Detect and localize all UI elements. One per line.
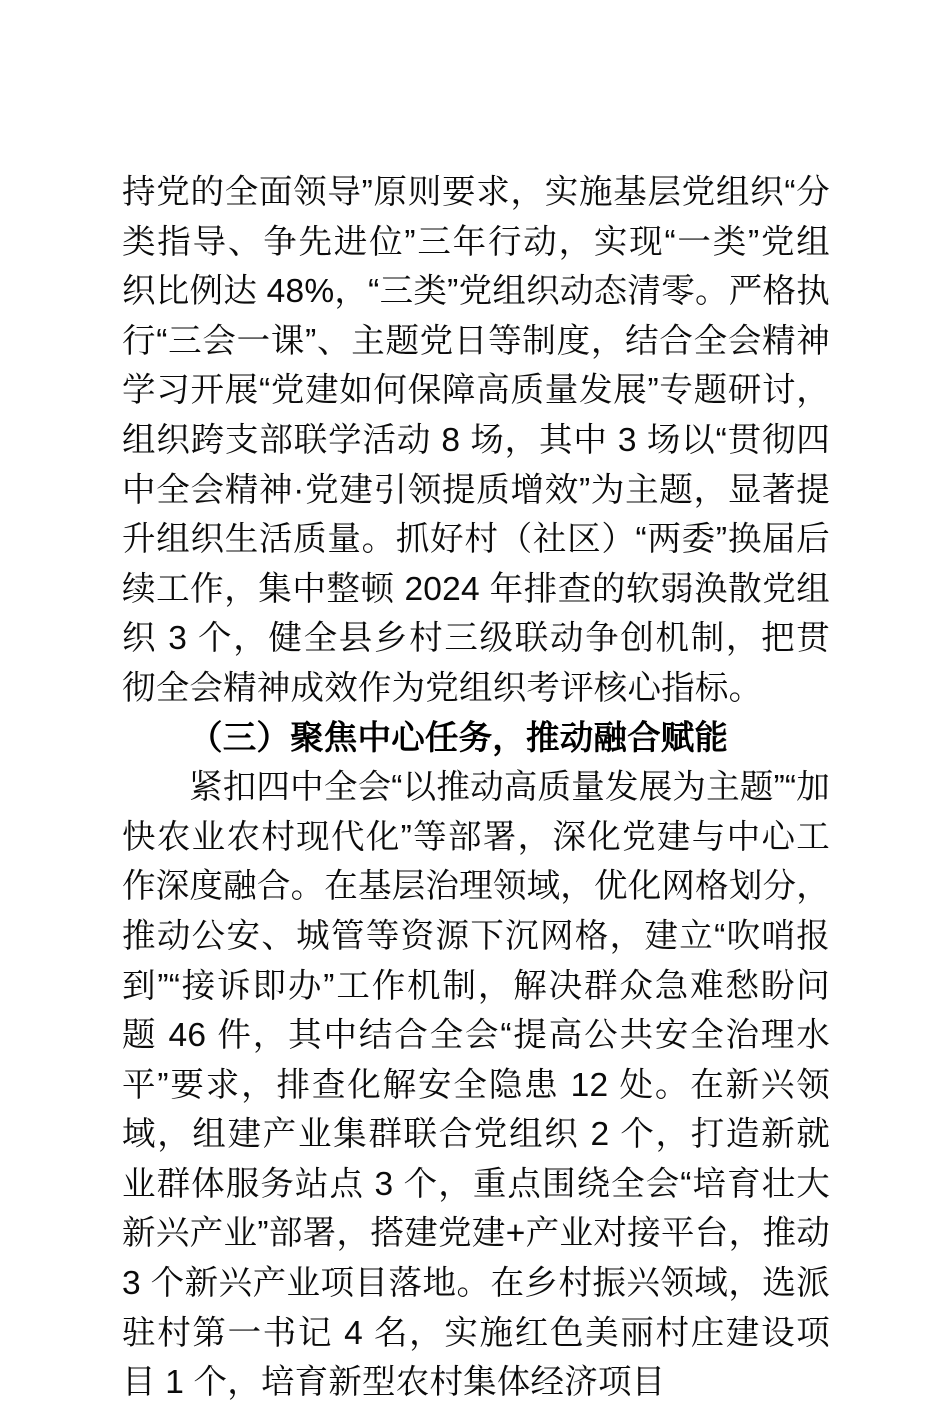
paragraph-continued-organization-building: 持党的全面领导”原则要求，实施基层党组织“分类指导、争先进位”三年行动，实现“一类”党组织比例达 48%，“三类”党组织动态清零。严格执行“三会一课”、主题党日等制度，结合全会精神学习开展“党建如何保障高质量发展”专题研讨，组织跨支部联学活动 8 场，其中 3 场以“贯彻四中全会精神·党建引领提质增效”为主题，显著提升组织生活质量。抓好村（社区）“两委”换届后续工作，集中整顿 2024 年排查的软弱涣散党组织 3 个，健全县乡村三级联动争创机制，把贯彻全会精神成效作为党组织考评核心指标。 [122, 174, 830, 707]
paragraph-integration-empowerment: 紧扣四中全会“以推动高质量发展为主题”“加快农业农村现代化”等部署，深化党建与中心工作深度融合。在基层治理领域，优化网格划分，推动公安、城管等资源下沉网格，建立“吹哨报到”“接诉即办”工作机制，解决群众急难愁盼问题 46 件，其中结合全会“提高公共安全治理水平”要求，排查化解安全隐患 12 处。在新兴领域，组建产业集群联合党组织 2 个，打造新就业群体服务站点 3 个，重点围绕全会“培育壮大新兴产业”部署，搭建党建+产业对接平台，推动 3 个新兴产业项目落地。在乡村振兴领域，选派驻村第一书记 4 名，实施红色美丽村庄建设项目 1 个，培育新型农村集体经济项目 [122, 769, 830, 1402]
section-heading-three: （三）聚焦中心任务，推动融合赋能 [189, 719, 729, 757]
document-text-column [122, 168, 830, 1408]
